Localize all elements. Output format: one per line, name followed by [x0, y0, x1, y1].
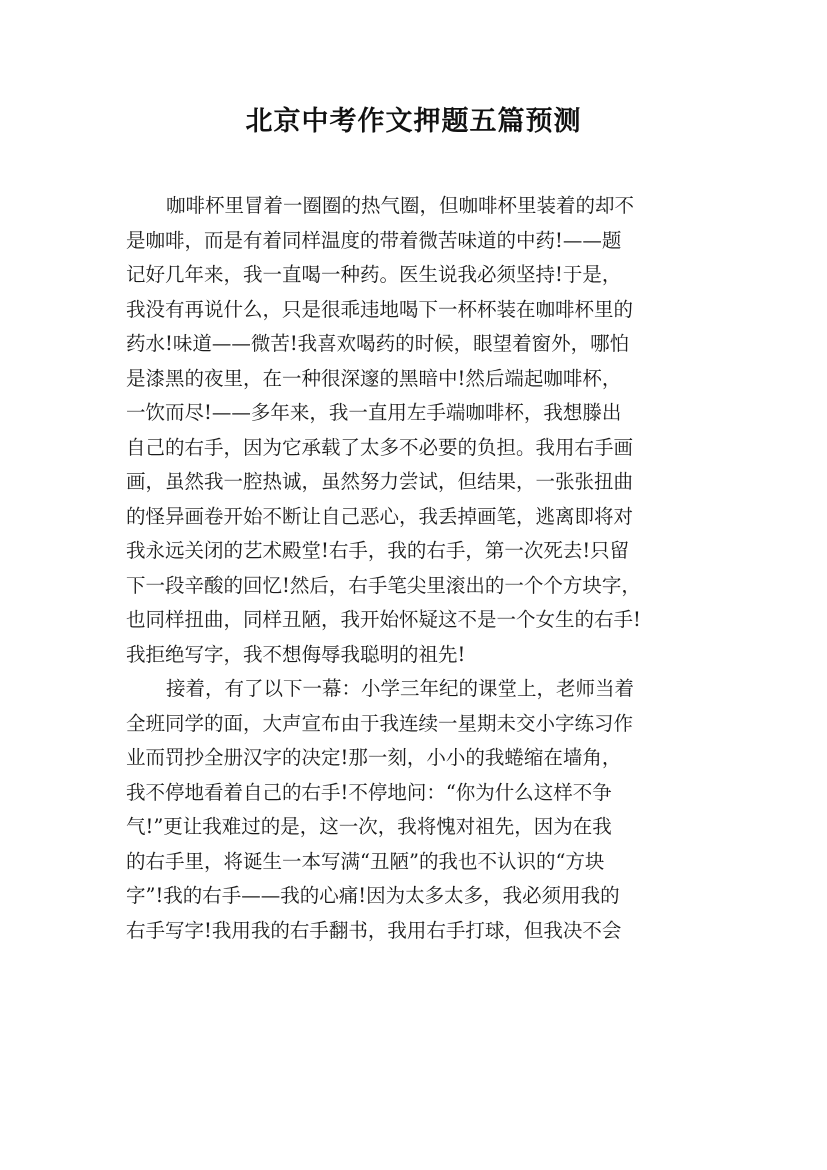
- text-line: 我拒绝写字，我不想侮辱我聪明的祖先!: [126, 642, 466, 666]
- text-line: 气!”更让我难过的是，这一次，我将愧对祖先，因为在我: [126, 815, 612, 838]
- text-line: 字”!我的右手——我的心痛!因为太多太多，我必须用我的: [126, 884, 620, 907]
- text-line: 记好几年来，我一直喝一种药。医生说我必须坚持!于是，: [126, 263, 622, 286]
- paragraph-2: [126, 672, 716, 948]
- document-title: 北京中考作文押题五篇预测: [245, 106, 582, 137]
- text-line: 我不停地看着自己的右手!不停地问：“你为什么这样不争: [126, 780, 612, 804]
- text-line: 的怪异画卷开始不断让自己恶心，我丢掉画笔，逃离即将对: [126, 504, 634, 528]
- document-body: [126, 189, 716, 948]
- text-line: 咖啡杯里冒着一圈圈的热气圈，但咖啡杯里装着的却不: [166, 194, 635, 217]
- text-line: 右手写字!我用我的右手翻书，我用右手打球，但我决不会: [126, 918, 622, 942]
- text-line: 是漆黑的夜里，在一种很深邃的黑暗中!然后端起咖啡杯，: [126, 366, 622, 390]
- paragraph-1: [126, 189, 716, 672]
- text-line: 是咖啡，而是有着同样温度的带着微苦味道的中药!——题: [126, 228, 622, 252]
- text-line: 自己的右手，因为它承载了太多不必要的负担。我用右手画: [126, 435, 634, 459]
- text-line: 下一段辛酸的回忆!然后，右手笔尖里滚出的一个个方块字，: [126, 573, 641, 597]
- text-line: 我没有再说什么，只是很乖违地喝下一杯杯装在咖啡杯里的: [126, 297, 634, 321]
- text-line: 业而罚抄全册汉字的决定!那一刻，小小的我蜷缩在墙角，: [126, 746, 622, 769]
- text-line: 接着，有了以下一幕：小学三年纪的课堂上，老师当着: [166, 677, 635, 700]
- text-line: 的右手里，将诞生一本写满“丑陋”的我也不认识的“方块: [126, 849, 605, 873]
- text-line: 我永远关闭的艺术殿堂!右手，我的右手，第一次死去!只留: [126, 539, 630, 562]
- text-line: 全班同学的面，大声宣布由于我连续一星期未交小字练习作: [126, 711, 634, 735]
- text-line: 一饮而尽!——多年来，我一直用左手端咖啡杯，我想滕出: [126, 401, 622, 424]
- text-line: 也同样扭曲，同样丑陋，我开始怀疑这不是一个女生的右手!: [126, 608, 641, 631]
- text-line: 药水!味道——微苦!我喜欢喝药的时候，眼望着窗外，哪怕: [126, 332, 630, 355]
- text-line: 画，虽然我一腔热诚，虽然努力尝试，但结果，一张张扭曲: [126, 470, 634, 493]
